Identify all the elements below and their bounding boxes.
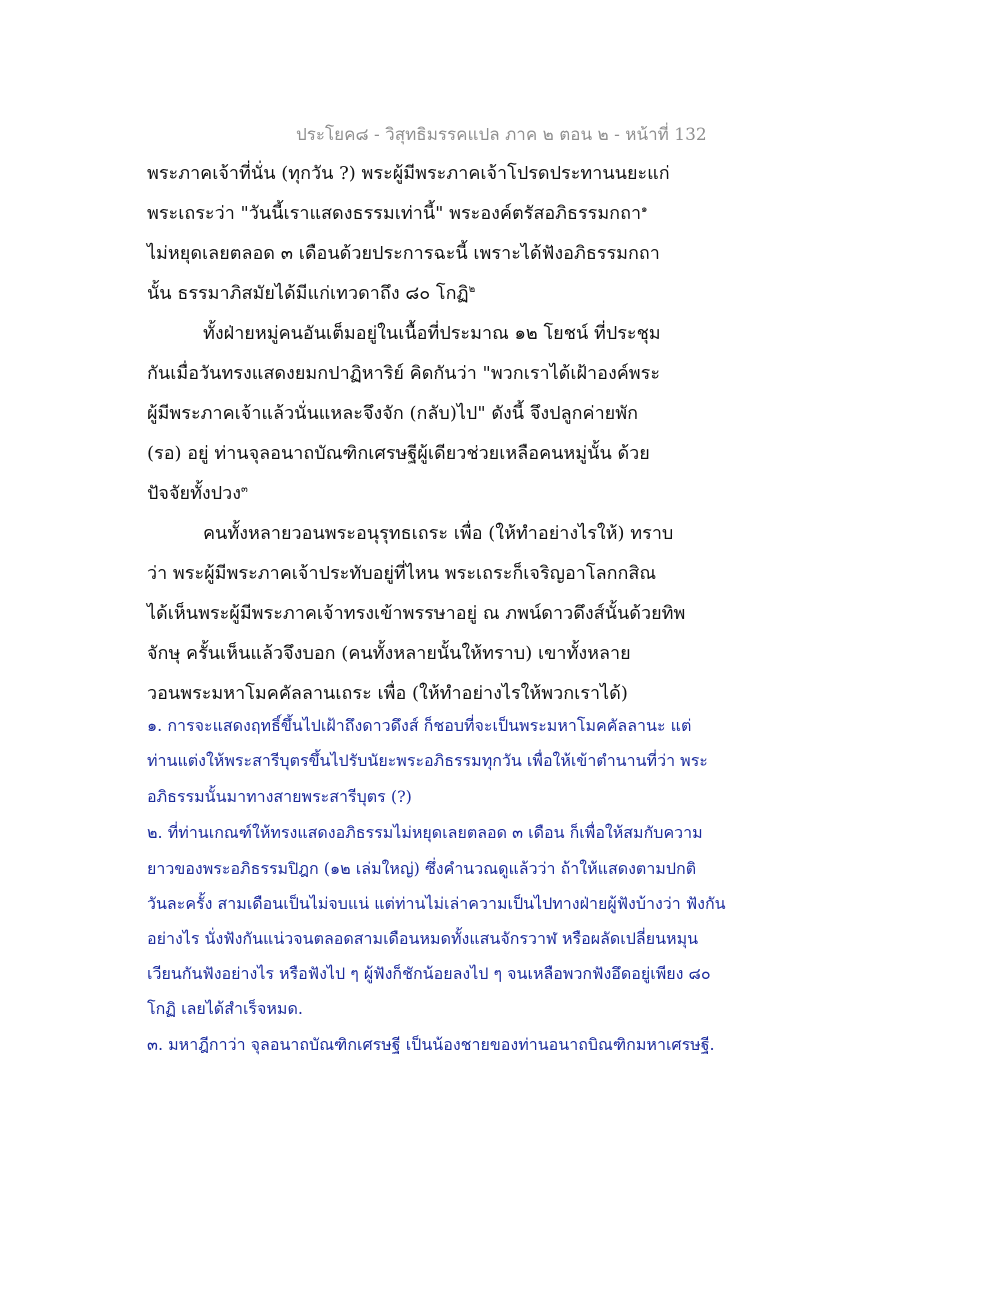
footnote-line: วันละครั้ง สามเดือนเป็นไม่จบแน่ แต่ท่านไม่เล่าความเป็นไปทางฝ่ายผู้ฟังบ้างว่า ฟังกัน bbox=[147, 894, 726, 913]
body-line: วอนพระมหาโมคคัลลานเถระ เพื่อ (ให้ทำอย่างไรให้พวกเราได้) bbox=[147, 683, 628, 704]
body-line: พระภาคเจ้าที่นั่น (ทุกวัน ?) พระผู้มีพระภาคเจ้าโปรดประทานนยะแก่ bbox=[147, 163, 670, 184]
body-line: (รอ) อยู่ ท่านจุลอนาถบัณฑิกเศรษฐีผู้เดียวช่วยเหลือคนหมู่นั้น ด้วย bbox=[147, 443, 650, 464]
body-line bbox=[147, 276, 475, 312]
footnote-line: ยาวของพระอภิธรรมปิฎก (๑๒ เล่มใหญ่) ซึ่งคำนวณดูแล้วว่า ถ้าให้แสดงตามปกติ bbox=[147, 859, 697, 878]
footnote-line: โกฏิ เลยได้สำเร็จหมด. bbox=[147, 999, 303, 1018]
running-header: ประโยค๘ - วิสุทธิมรรคแปล ภาค ๒ ตอน ๒ - หน้าที่ 132 bbox=[296, 125, 707, 145]
body-line: ทั้งฝ่ายหมู่คนอันเต็มอยู่ในเนื้อที่ประมาณ ๑๒ โยชน์ ที่ประชุม bbox=[203, 323, 661, 344]
footnote-line: ๓. มหาฎีกาว่า จุลอนาถบัณฑิกเศรษฐี เป็นน้องชายของท่านอนาถบิณฑิกมหาเศรษฐี. bbox=[147, 1035, 715, 1054]
body-line: ว่า พระผู้มีพระภาคเจ้าประทับอยู่ที่ไหน พระเถระก็เจริญอาโลกกสิณ bbox=[147, 563, 657, 584]
body-line: ผู้มีพระภาคเจ้าแล้วนั่นแหละจึงจัก (กลับ)ไป" ดังนี้ จึงปลูกค่ายพัก bbox=[147, 403, 638, 424]
body-line-text: พระเถระว่า "วันนี้เราแสดงธรรมเท่านี้" พระองค์ตรัสอภิธรรมกถา bbox=[147, 203, 642, 224]
body-line: ได้เห็นพระผู้มีพระภาคเจ้าทรงเข้าพรรษาอยู่ ณ ภพน์ดาวดึงส์นั้นด้วยทิพ bbox=[147, 603, 686, 624]
footnote-line: ท่านแต่งให้พระสารีบุตรขึ้นไปรับนัยะพระอภิธรรมทุกวัน เพื่อให้เข้าตำนานที่ว่า พระ bbox=[147, 751, 708, 770]
body-line-text: นั้น ธรรมาภิสมัยได้มีแก่เทวดาถึง ๘๐ โกฏิ bbox=[147, 283, 469, 304]
footnote-line: ๒. ที่ท่านเกณฑ์ให้ทรงแสดงอภิธรรมไม่หยุดเลยตลอด ๓ เดือน ก็เพื่อให้สมกับความ bbox=[147, 823, 703, 842]
body-line bbox=[147, 476, 248, 512]
footnote-line: เวียนกันฟังอย่างไร หรือฟังไป ๆ ผู้ฟังก็ชักน้อยลงไป ๆ จนเหลือพวกฟังอึดอยู่เพียง ๘๐ bbox=[147, 964, 711, 983]
body-line: จักษุ ครั้นเห็นแล้วจึงบอก (คนทั้งหลายนั้นให้ทราบ) เขาทั้งหลาย bbox=[147, 643, 631, 664]
body-line bbox=[147, 196, 647, 232]
footnote-line: อภิธรรมนั้นมาทางสายพระสารีบุตร (?) bbox=[147, 787, 412, 806]
footnote-mark: ๑ bbox=[641, 204, 648, 215]
body-line: กันเมื่อวันทรงแสดงยมกปาฏิหาริย์ คิดกันว่า "พวกเราได้เฝ้าองค์พระ bbox=[147, 363, 661, 384]
footnote-line: ๑. การจะแสดงฤทธิ์ขึ้นไปเฝ้าถึงดาวดึงส์ ก็ชอบที่จะเป็นพระมหาโมคคัลลานะ แต่ bbox=[147, 716, 692, 735]
footnote-mark: ๓ bbox=[241, 484, 248, 495]
footnote-mark: ๒ bbox=[468, 284, 476, 295]
body-line: ไม่หยุดเลยตลอด ๓ เดือนด้วยประการฉะนี้ เพราะได้ฟังอภิธรรมกถา bbox=[147, 243, 660, 264]
footnote-line: อย่างไร นั่งฟังกันแน่วจนตลอดสามเดือนหมดทั้งแสนจักรวาฬ หรือผลัดเปลี่ยนหมุน bbox=[147, 929, 699, 948]
body-line: คนทั้งหลายวอนพระอนุรุทธเถระ เพื่อ (ให้ทำอย่างไรให้) ทราบ bbox=[203, 523, 674, 544]
body-line-text: ปัจจัยทั้งปวง bbox=[147, 483, 242, 504]
